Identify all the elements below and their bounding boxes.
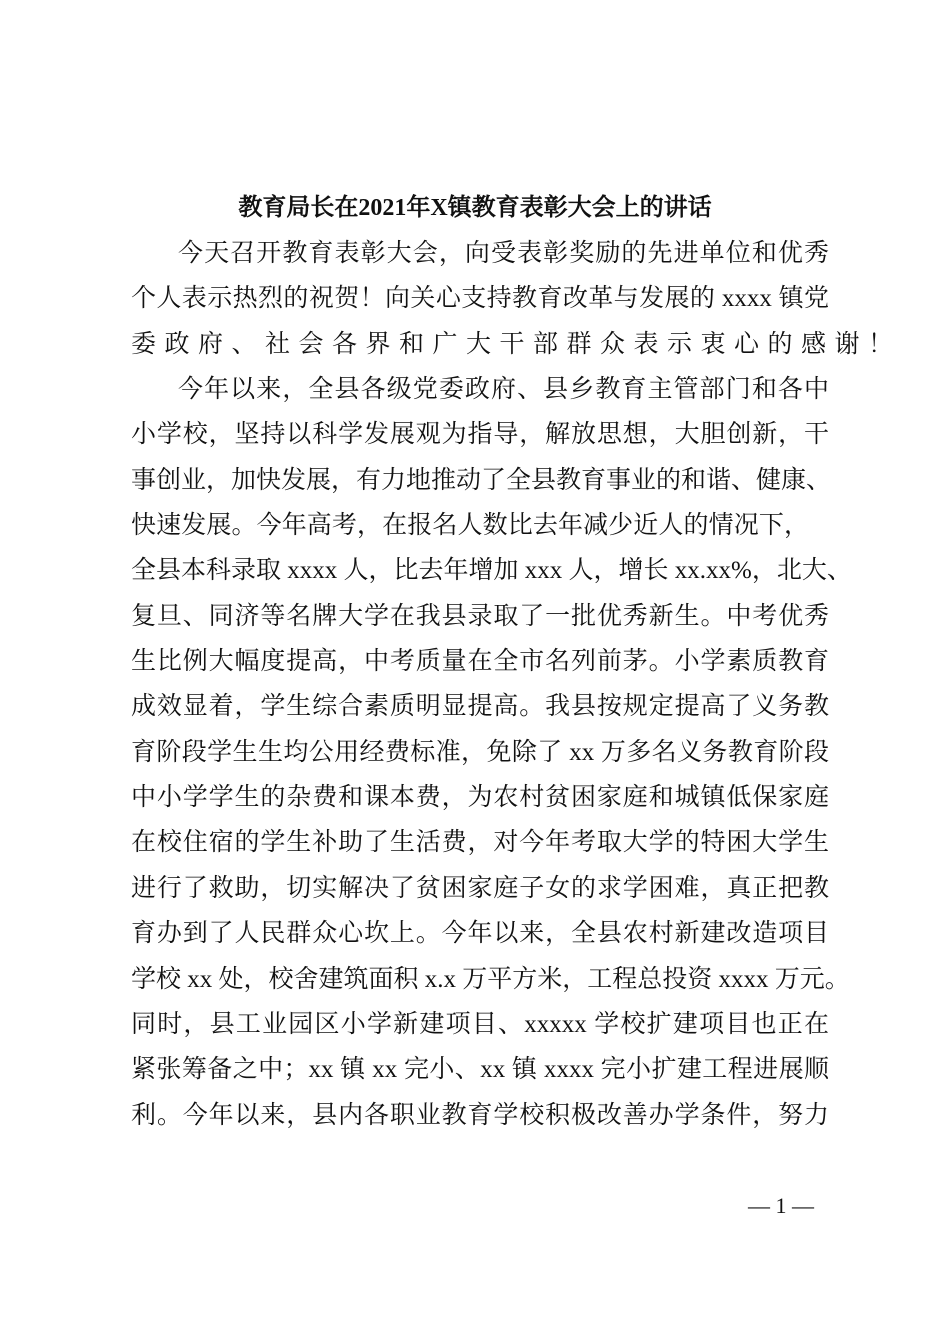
paragraph-2-line: 进行了救助，切实解决了贫困家庭子女的求学困难，真正把教 [131,874,829,902]
paragraph-2-line: 生比例大幅度提高，中考质量在全市名列前茅。小学素质教育 [131,648,829,676]
document-title: 教育局长在2021年X镇教育表彰大会上的讲话 [238,195,712,221]
paragraph-2-line: 在校住宿的学生补助了生活费，对今年考取大学的特困大学生 [131,829,829,857]
paragraph-2-line: 中小学学生的杂费和课本费，为农村贫困家庭和城镇低保家庭 [131,784,829,812]
paragraph-2-line: 全县本科录取 xxxx 人，比去年增加 xxx 人，增长 xx.xx%，北大、 [131,557,852,585]
paragraph-2-line: 利。今年以来，县内各职业教育学校积极改善办学条件，努力 [131,1101,829,1129]
paragraph-2-line: 成效显着，学生综合素质明显提高。我县按规定提高了义务教 [131,693,829,721]
paragraph-2-line: 育办到了人民群众心坎上。今年以来，全县农村新建改造项目 [131,920,829,948]
paragraph-2-line: 事创业，加快发展，有力地推动了全县教育事业的和谐、健康、 [131,466,832,494]
paragraph-2-line: 同时，县工业园区小学新建项目、xxxxx 学校扩建项目也正在 [131,1010,829,1038]
paragraph-1-line: 个人表示热烈的祝贺！向关心支持教育改革与发展的 xxxx 镇党 [131,285,829,313]
page-number: — 1 — [748,1193,814,1218]
paragraph-1-line: 委政府、社会各界和广大干部群众表示衷心的感谢！ [131,330,902,358]
paragraph-2-line: 复旦、同济等名牌大学在我县录取了一批优秀新生。中考优秀 [131,602,829,630]
paragraph-2-line: 快速发展。今年高考，在报名人数比去年减少近人的情况下， [131,512,809,540]
paragraph-2-line: 学校 xx 处，校舍建筑面积 x.x 万平方米，工程总投资 xxxx 万元。 [131,965,850,993]
paragraph-2-line: 小学校，坚持以科学发展观为指导，解放思想，大胆创新，干 [131,421,829,449]
paragraph-1-line: 今天召开教育表彰大会，向受表彰奖励的先进单位和优秀 [178,240,829,267]
paragraph-2-line: 今年以来，全县各级党委政府、县乡教育主管部门和各中 [178,376,829,404]
paragraph-2-line: 育阶段学生生均公用经费标准，免除了 xx 万多名义务教育阶段 [131,738,829,766]
paragraph-2-line: 紧张筹备之中；xx 镇 xx 完小、xx 镇 xxxx 完小扩建工程进展顺 [131,1056,829,1084]
document-body [131,231,902,1138]
